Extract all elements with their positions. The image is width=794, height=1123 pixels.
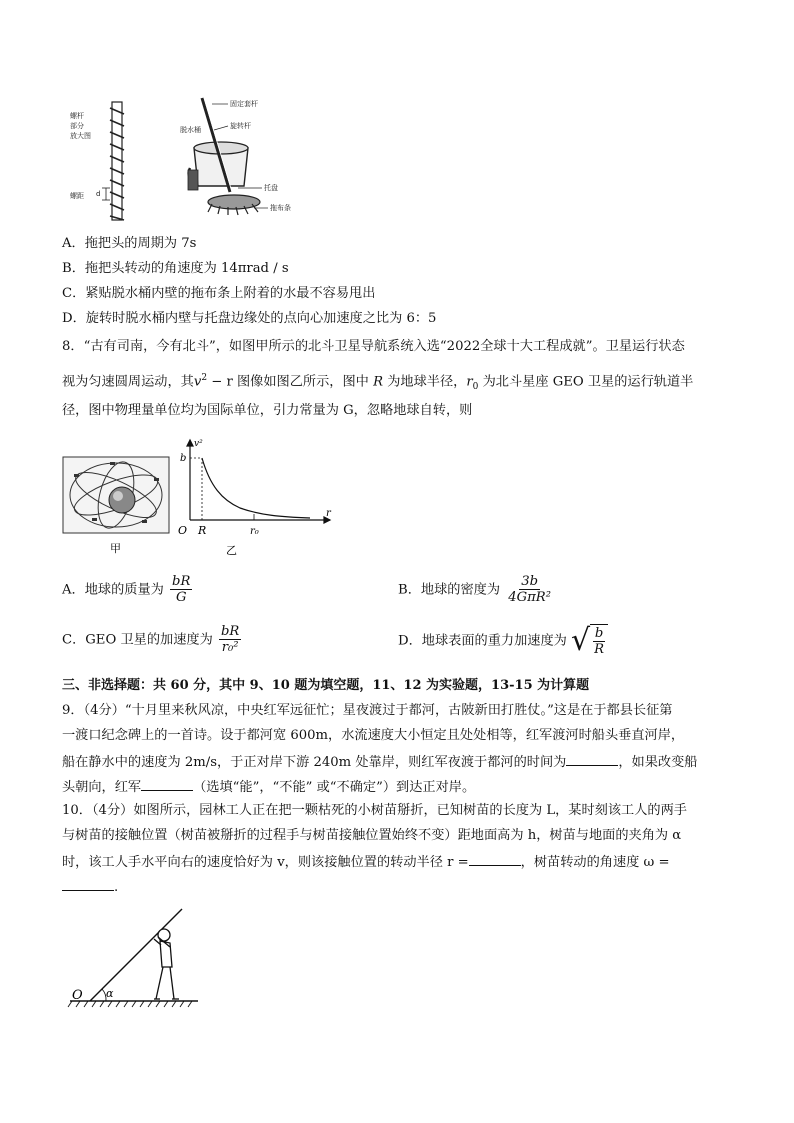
q8-line-2d: 为北斗星座 GEO 卫星的运行轨道半 [478,374,694,390]
label-rotating-rod: 旋转杆 [230,122,251,130]
q8-option-a-num: bR [172,574,191,589]
q7-option-b: B．拖把头转动的角速度为 14πrad / s [62,261,289,276]
q8-option-d-fraction [592,626,606,658]
tick-r0-label: r₀ [250,526,259,537]
q8-option-c [62,624,243,656]
origin-O-label: O [178,524,188,537]
q9-line-3-text: 船在静水中的速度为 2m/s，于正对岸下游 240m 处靠岸，则红军夜渡于都河的时间为 [62,755,567,770]
axis-b-label: b [180,453,187,464]
q10-line-3b: ，树苗转动的角速度 ω = [520,855,670,870]
label-fixed-rod: 固定套杆 [230,100,258,108]
q10-line-4 [62,878,118,896]
q8-option-c-fraction [219,624,241,656]
q8-option-d-sqrt: √ $\frac{b}{R}$ [571,624,608,658]
q8-line-3: 径，图中物理量单位均为国际单位，引力常量为 G，忽略地球自转，则 [62,403,473,418]
section-3-heading: 三、非选择题：共 60 分，其中 9、10 题为填空题，11、12 为实验题，13-15 为计算题 [62,678,590,693]
q9-line-4b: （选填“能”，“不能” 或“不确定”）到达正对岸。 [193,780,476,795]
q9-line-2: 一渡口纪念碑上的一首诗。设于都河宽 600m，水流速度大小恒定且处处相等，红军渡河时船头垂直河岸， [62,728,685,743]
label-pitch: 螺距 [70,192,84,200]
v-symbol: v [193,374,202,390]
q8-option-d-den: R [594,642,605,657]
q8-option-b-num: 3b [521,574,539,589]
point-O-label: O [72,988,83,1003]
q8-option-d [398,624,608,658]
q9-answer-blank-1[interactable] [566,753,618,766]
label-mop-strips: 拖布条 [270,204,291,212]
q8-option-b-fraction [506,574,553,606]
v2-r-graph-yi [170,436,340,566]
label-jia: 甲 [110,542,121,555]
label-magnified: 放大图 [70,132,91,140]
q8-option-c-den: r₀² [221,640,239,655]
q7-option-c: C．紧贴脱水桶内壁的拖布条上附着的水最不容易甩出 [62,286,376,301]
q10-answer-blank-2[interactable] [62,878,114,891]
q8-option-b-text: B．地球的密度为 [398,582,501,598]
q7-option-a: A．拖把头的周期为 7s [62,236,197,251]
mop-spinner-figure [62,96,322,226]
label-yi: 乙 [226,544,237,557]
q8-line-1: 8．“古有司南，今有北斗”，如图甲所示的北斗卫星导航系统入选“2022全球十大工程成就”。卫星运行状态 [62,339,685,354]
beidou-figure-jia [62,456,172,566]
q8-option-a-den: G [175,590,187,605]
angle-alpha-label: α [106,987,114,1000]
label-part: 部分 [70,122,84,130]
q10-line-3 [62,853,670,871]
axis-v2-label: v² [194,439,203,449]
q9-line-4 [62,778,475,796]
worker-sapling-figure [62,905,202,1015]
q10-line-1: 10．（4分）如图所示，园林工人正在把一颗枯死的小树苗掰折，已知树苗的长度为 L，某时刻该工人的两手 [62,803,687,818]
q10-line-3a: 时，该工人手水平向右的速度恰好为 v，则该接触位置的转动半径 r = [62,855,469,870]
q10-answer-blank-1[interactable] [469,853,521,866]
q8-option-d-num: b [594,626,604,641]
label-bucket: 脱水桶 [180,126,201,134]
q9-line-1: 9．（4分）“十月里来秋风凉，中央红军远征忙；星夜渡过于都河，古陂新田打胜仗。”这是在于都县长征第 [62,703,673,718]
q8-line-2a: 视为匀速圆周运动，其 [62,374,194,390]
q8-line-2b: − r 图像如图乙所示，图中 [207,374,374,390]
q8-option-b [398,574,555,606]
r0-subscript: 0 [472,382,479,393]
spin-bucket [188,98,260,215]
q8-option-d-text: D．地球表面的重力加速度为 [398,633,567,649]
label-d: d [96,190,101,198]
q9-line-3-end: ，如果改变船 [618,755,698,770]
q9-answer-blank-2[interactable] [141,778,193,791]
q9-line-4a: 头朝向，红军 [62,780,142,795]
q8-option-a-fraction [170,574,192,606]
q8-option-a [62,574,194,606]
v-exponent: 2 [201,373,208,383]
q8-line-2c: 为地球半径， [383,374,467,390]
screw-rod-magnified [102,102,124,220]
R-symbol: R [373,374,383,390]
q10-line-2: 与树苗的接触位置（树苗被掰折的过程手与树苗接触位置始终不变）距地面高为 h，树苗与地面的夹角为 α [62,828,682,843]
q8-option-a-text: A．地球的质量为 [62,582,164,598]
axis-r-label: r [326,508,331,519]
q8-line-2 [62,370,693,395]
q8-option-c-text: C．GEO 卫星的加速度为 [62,632,213,648]
label-screw: 螺杆 [70,112,84,120]
label-tray: 托盘 [264,184,278,192]
q9-line-3 [62,753,697,771]
q8-option-c-num: bR [220,624,240,639]
q7-option-d: D．旋转时脱水桶内壁与托盘边缘处的点向心加速度之比为 6：5 [62,311,437,326]
r0-symbol: r [466,374,473,390]
tick-R-label: R [198,524,207,537]
q10-line-4-dot: . [114,880,119,895]
q8-option-b-den: 4GπR² [508,590,552,605]
